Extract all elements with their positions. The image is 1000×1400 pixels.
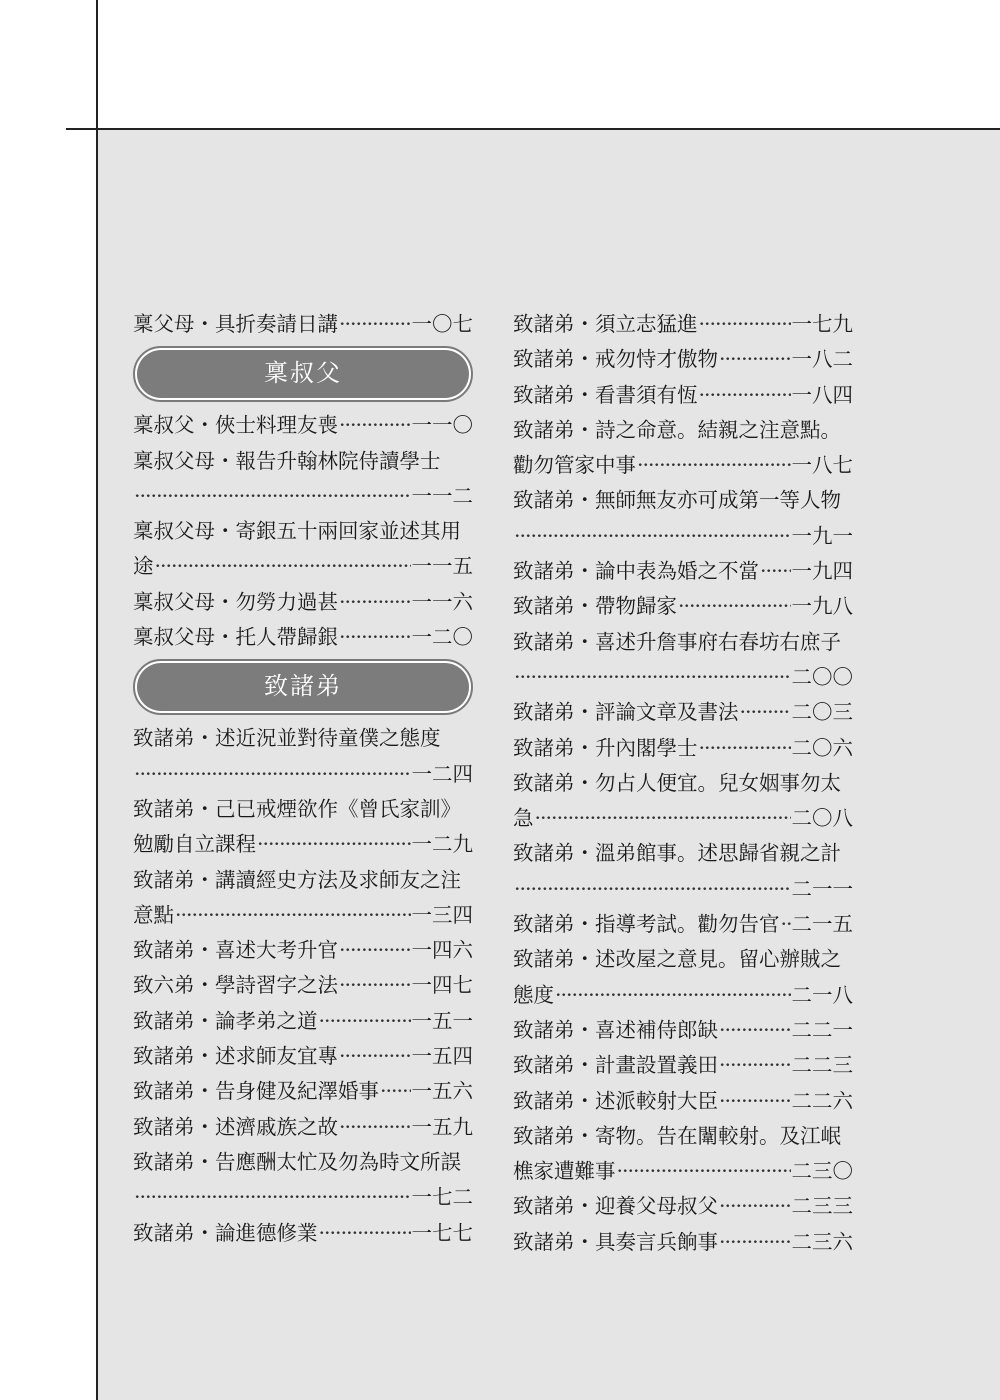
page-number: 二一五 <box>791 912 853 937</box>
toc-entry[interactable] <box>513 695 853 730</box>
page-number: 二二三 <box>791 1053 853 1078</box>
toc-entry-title: 致諸弟・告應酬太忙及勿為時文所誤 <box>133 1149 461 1174</box>
toc-entry-line <box>133 1145 473 1180</box>
dot-leader <box>134 479 411 514</box>
toc-entry-line <box>513 766 853 801</box>
toc-entry-title: 致諸弟・述求師友宜專 <box>133 1044 338 1069</box>
toc-entry-title: 致諸弟・述派較射大臣 <box>513 1088 718 1113</box>
page-number: 一一五 <box>411 554 473 579</box>
dot-leader <box>319 1216 411 1251</box>
toc-entry[interactable] <box>133 479 473 514</box>
toc-entry[interactable] <box>513 801 853 836</box>
section-title: 稟叔父 <box>137 350 469 398</box>
section-heading <box>133 659 473 715</box>
toc-entry[interactable] <box>513 1154 853 1189</box>
page-number: 一七二 <box>411 1185 473 1210</box>
toc-entry[interactable] <box>513 1084 853 1119</box>
dot-leader <box>339 620 411 655</box>
page-number: 一一二 <box>411 483 473 508</box>
toc-entry-line <box>513 942 853 977</box>
section-title: 致諸弟 <box>137 663 469 711</box>
toc-entry-title: 致諸弟・看書須有恆 <box>513 382 698 407</box>
page-number: 一四七 <box>411 973 473 998</box>
toc-entry-title: 致諸弟・具奏言兵餉事 <box>513 1229 718 1254</box>
toc-entry[interactable] <box>513 589 853 624</box>
page-number: 二三六 <box>791 1229 853 1254</box>
toc-entry[interactable] <box>513 1013 853 1048</box>
toc-entry[interactable] <box>133 1110 473 1145</box>
toc-entry-line <box>513 625 853 660</box>
toc-entry[interactable] <box>133 585 473 620</box>
page-number: 二三三 <box>791 1194 853 1219</box>
toc-entry-line <box>133 514 473 549</box>
toc-entry[interactable] <box>513 978 853 1013</box>
toc-entry-title: 樵家遭難事 <box>513 1159 616 1184</box>
toc-entry-title: 致諸弟・喜述升詹事府右春坊右庶子 <box>513 629 841 654</box>
dot-leader <box>339 968 411 1003</box>
section-heading <box>133 346 473 402</box>
dot-leader <box>514 519 791 554</box>
toc-entry[interactable] <box>133 933 473 968</box>
toc-entry-title: 致諸弟・評論文章及書法 <box>513 700 739 725</box>
toc-entry-title: 致諸弟・論進德修業 <box>133 1220 318 1245</box>
toc-entry-line <box>513 836 853 871</box>
toc-entry[interactable] <box>513 307 853 342</box>
toc-entry[interactable] <box>513 448 853 483</box>
dot-leader <box>380 1074 411 1109</box>
toc-entry-title: 態度 <box>513 982 554 1007</box>
toc-entry-title: 致諸弟・喜述大考升官 <box>133 938 338 963</box>
dot-leader <box>535 801 791 836</box>
toc-entry-title: 稟叔父母・托人帶歸銀 <box>133 625 338 650</box>
toc-entry-title: 致諸弟・告身健及紀澤婚事 <box>133 1079 379 1104</box>
page-number: 一九四 <box>791 559 853 584</box>
page-number: 一三四 <box>411 902 473 927</box>
toc-entry-title: 致諸弟・迎養父母叔父 <box>513 1194 718 1219</box>
page-number: 一八四 <box>791 382 853 407</box>
toc-entry-title: 致六弟・學詩習字之法 <box>133 973 338 998</box>
toc-entry-title: 致諸弟・述濟戚族之故 <box>133 1114 338 1139</box>
page-number: 二〇三 <box>791 700 853 725</box>
toc-entry-title: 勸勿管家中事 <box>513 453 636 478</box>
contents-column-left <box>133 307 473 1251</box>
toc-entry-title: 致諸弟・述改屋之意見。留心辦賊之 <box>513 947 841 972</box>
toc-entry[interactable] <box>133 307 473 342</box>
dot-leader <box>155 549 411 584</box>
toc-entry[interactable] <box>513 342 853 377</box>
toc-entry-title: 致諸弟・無師無友亦可成第一等人物 <box>513 488 841 513</box>
toc-entry[interactable] <box>513 907 853 942</box>
page-number: 一二〇 <box>411 625 473 650</box>
page-number: 二一八 <box>791 982 853 1007</box>
toc-entry[interactable] <box>133 827 473 862</box>
toc-entry-title: 致諸弟・述近況並對待童僕之態度 <box>133 726 441 751</box>
page-number: 一五一 <box>411 1008 473 1033</box>
toc-entry[interactable] <box>513 519 853 554</box>
toc-entry-title: 致諸弟・計畫設置義田 <box>513 1053 718 1078</box>
toc-entry-title: 致諸弟・詩之命意。結親之注意點。 <box>513 417 841 442</box>
toc-entry[interactable] <box>133 757 473 792</box>
toc-entry-line <box>133 444 473 479</box>
dot-leader <box>699 307 791 342</box>
toc-entry-title: 致諸弟・論孝弟之道 <box>133 1008 318 1033</box>
toc-entry-title: 稟父母・具折奏請日講 <box>133 312 338 336</box>
dot-leader <box>719 1084 791 1119</box>
toc-entry[interactable] <box>513 554 853 589</box>
toc-entry[interactable] <box>513 872 853 907</box>
toc-entry-title: 意點 <box>133 902 174 927</box>
toc-entry[interactable] <box>133 898 473 933</box>
toc-entry[interactable] <box>513 1189 853 1224</box>
toc-entry-title: 致諸弟・論中表為婚之不當 <box>513 559 759 584</box>
dot-leader <box>134 1180 411 1215</box>
page-number: 一七七 <box>411 1220 473 1245</box>
dot-leader <box>339 1039 411 1074</box>
page-number: 一〇七 <box>411 312 473 336</box>
dot-leader <box>699 378 791 413</box>
page-number: 一二九 <box>411 832 473 857</box>
page-number: 二二六 <box>791 1088 853 1113</box>
toc-entry-title: 致諸弟・己已戒煙欲作《曾氏家訓》 <box>133 796 461 821</box>
toc-entry[interactable] <box>513 660 853 695</box>
toc-entry-line <box>513 1119 853 1154</box>
toc-entry-title: 致諸弟・溫弟館事。述思歸省親之計 <box>513 841 841 866</box>
dot-leader <box>339 585 411 620</box>
toc-entry[interactable] <box>133 620 473 655</box>
contents-column-right <box>513 307 853 1260</box>
page-number: 一八七 <box>791 453 853 478</box>
dot-leader <box>719 342 791 377</box>
toc-entry[interactable] <box>133 408 473 443</box>
toc-entry-line <box>133 863 473 898</box>
dot-leader <box>319 1004 411 1039</box>
page-number: 一四六 <box>411 938 473 963</box>
toc-entry[interactable] <box>133 1216 473 1251</box>
toc-entry-title: 稟叔父・俠士料理友喪 <box>133 413 338 438</box>
toc-entry-line <box>513 413 853 448</box>
toc-entry-title: 致諸弟・戒勿恃才傲物 <box>513 347 718 372</box>
dot-leader <box>740 695 791 730</box>
dot-leader <box>134 757 411 792</box>
dot-leader <box>678 589 791 624</box>
toc-entry-title: 致諸弟・指導考試。勸勿告官 <box>513 912 780 937</box>
dot-leader <box>175 898 411 933</box>
page-number: 一九一 <box>791 523 853 548</box>
toc-entry[interactable] <box>133 1074 473 1109</box>
toc-entry-title: 致諸弟・帶物歸家 <box>513 594 677 619</box>
dot-leader <box>514 872 791 907</box>
page-number: 二〇〇 <box>791 664 853 689</box>
dot-leader <box>555 978 791 1013</box>
page-number: 一一〇 <box>411 413 473 438</box>
toc-entry-title: 致諸弟・須立志猛進 <box>513 312 698 336</box>
toc-entry-title: 稟叔父母・勿勞力過甚 <box>133 589 338 614</box>
page-number: 二三〇 <box>791 1159 853 1184</box>
dot-leader <box>514 660 791 695</box>
toc-entry-title: 致諸弟・寄物。告在闈較射。及江岷 <box>513 1123 841 1148</box>
toc-entry[interactable] <box>513 378 853 413</box>
dot-leader <box>339 1110 411 1145</box>
toc-entry[interactable] <box>133 1039 473 1074</box>
page-number: 一一六 <box>411 589 473 614</box>
toc-entry[interactable] <box>513 731 853 766</box>
dot-leader <box>257 827 411 862</box>
page-number: 二〇八 <box>791 806 853 831</box>
page-number: 一五四 <box>411 1044 473 1069</box>
toc-entry-title: 急 <box>513 806 534 831</box>
toc-entry-title: 致諸弟・勿占人便宜。兒女姻事勿太 <box>513 770 841 795</box>
toc-entry[interactable] <box>513 1048 853 1083</box>
dot-leader <box>719 1013 791 1048</box>
dot-leader <box>719 1189 791 1224</box>
dot-leader <box>699 731 791 766</box>
dot-leader <box>719 1225 791 1260</box>
toc-entry-title: 致諸弟・喜述補侍郎缺 <box>513 1017 718 1042</box>
page-number: 一五九 <box>411 1114 473 1139</box>
toc-entry[interactable] <box>133 549 473 584</box>
dot-leader <box>339 307 411 342</box>
page-number: 一七九 <box>791 312 853 336</box>
page-number: 一五六 <box>411 1079 473 1104</box>
toc-entry-line <box>133 721 473 756</box>
toc-entry-title: 稟叔父母・報告升翰林院侍讀學士 <box>133 448 441 473</box>
dot-leader <box>339 408 411 443</box>
dot-leader <box>637 448 791 483</box>
dot-leader <box>339 933 411 968</box>
toc-entry[interactable] <box>133 1004 473 1039</box>
toc-entry-line <box>133 792 473 827</box>
dot-leader <box>719 1048 791 1083</box>
toc-entry[interactable] <box>133 1180 473 1215</box>
toc-entry-title: 勉勵自立課程 <box>133 832 256 857</box>
page-number: 一九八 <box>791 594 853 619</box>
toc-entry-title: 致諸弟・講讀經史方法及求師友之注 <box>133 867 461 892</box>
page-number: 一二四 <box>411 761 473 786</box>
toc-entry-title: 途 <box>133 554 154 579</box>
dot-leader <box>760 554 791 589</box>
dot-leader <box>781 907 791 942</box>
page-number: 二一一 <box>791 876 853 901</box>
page-number: 一八二 <box>791 347 853 372</box>
dot-leader <box>617 1154 791 1189</box>
toc-entry-line <box>513 483 853 518</box>
toc-entry[interactable] <box>513 1225 853 1260</box>
page-number: 二二一 <box>791 1017 853 1042</box>
page-number: 二〇六 <box>791 735 853 760</box>
toc-entry-title: 稟叔父母・寄銀五十兩回家並述其用 <box>133 519 461 544</box>
toc-entry-title: 致諸弟・升內閣學士 <box>513 735 698 760</box>
toc-entry[interactable] <box>133 968 473 1003</box>
